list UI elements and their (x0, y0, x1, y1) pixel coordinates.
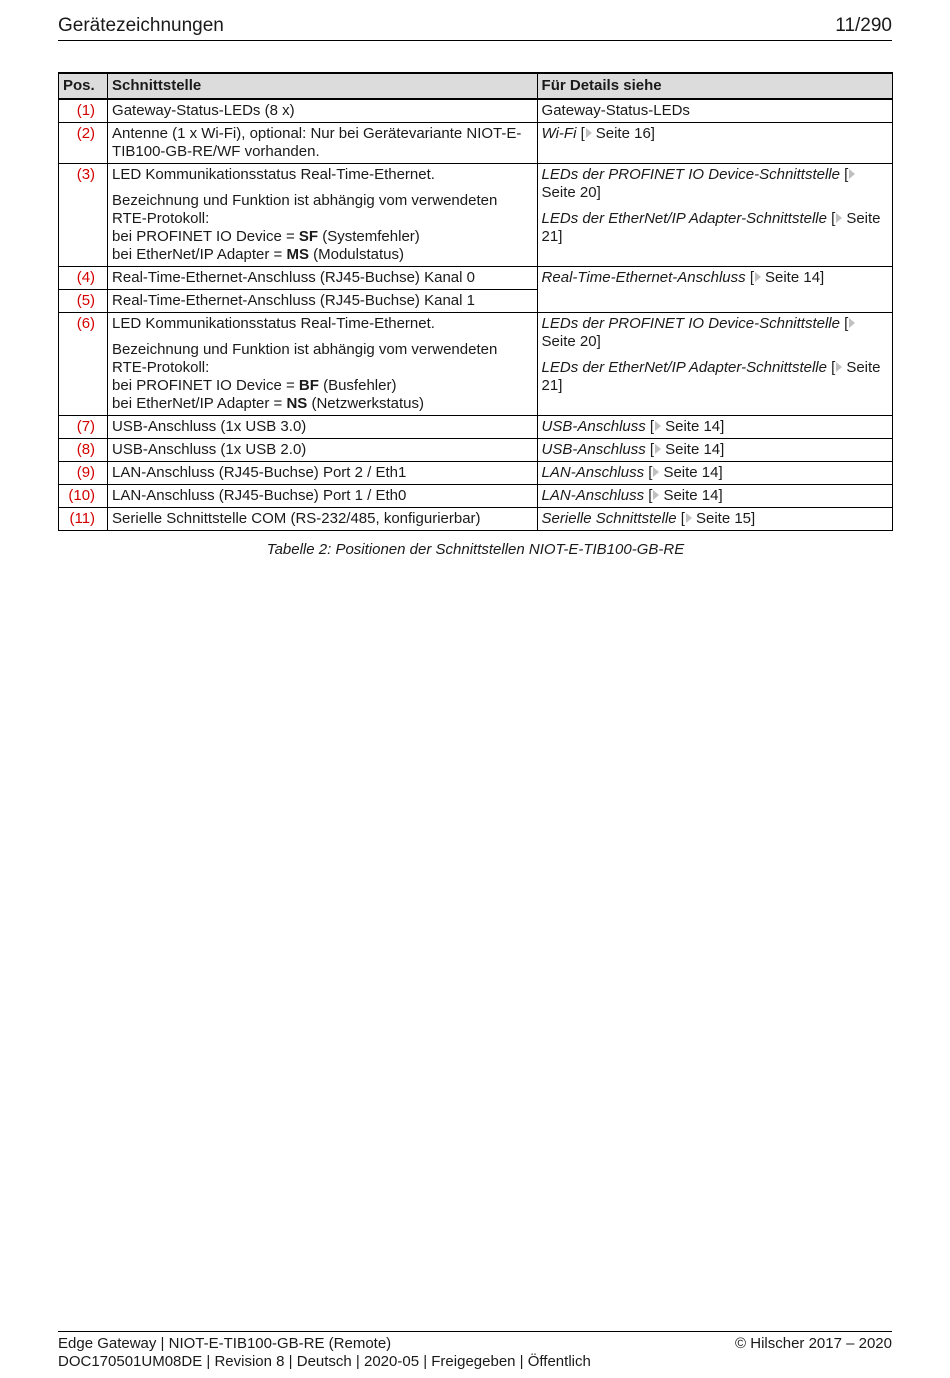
interface-intro: LED Kommunikationsstatus Real-Time-Ethernet. (112, 315, 435, 332)
table-row (59, 485, 893, 508)
led-abbreviation: SF (298, 228, 319, 245)
page-reference[interactable]: Seite 14 (665, 441, 721, 458)
footer-row (58, 1335, 892, 1353)
table-row (59, 99, 893, 123)
position-number: (7) (59, 416, 108, 439)
position-number: (11) (59, 508, 108, 531)
protocol-line-label: bei EtherNet/IP Adapter = (112, 246, 287, 263)
footer-copyright: © Hilscher 2017 – 2020 (735, 1335, 892, 1352)
details-cell: LAN-Anschluss [ Seite 14] (537, 485, 892, 508)
led-meaning: (Systemfehler) (318, 228, 420, 245)
column-header-pos: Pos. (59, 73, 108, 99)
table-row (59, 313, 893, 416)
table-row (59, 267, 893, 290)
arrow-right-icon (655, 421, 661, 431)
led-abbreviation: MS (286, 246, 309, 263)
cross-reference-link[interactable]: LEDs der PROFINET IO Device-Schnittstelle (541, 166, 840, 183)
table-row (59, 462, 893, 485)
interface-cell: Real-Time-Ethernet-Anschluss (RJ45-Buchse) Kanal 0 (108, 267, 538, 290)
page-header (58, 14, 892, 41)
cross-reference-link[interactable]: LEDs der PROFINET IO Device-Schnittstelle (541, 315, 840, 332)
details-cell (537, 164, 892, 267)
interface-cell: Gateway-Status-LEDs (8 x) (108, 99, 538, 123)
interface-cell: USB-Anschluss (1x USB 2.0) (108, 439, 538, 462)
page-reference[interactable]: Seite 16 (595, 125, 651, 142)
page-reference[interactable]: Seite 21 (541, 210, 881, 245)
reference-item: LEDs der EtherNet/IP Adapter-Schnittstelle [ Seite 21] (541, 359, 881, 394)
details-cell: Gateway-Status-LEDs (537, 99, 892, 123)
arrow-right-icon (849, 169, 855, 179)
column-header-interface: Schnittstelle (108, 73, 538, 99)
interface-cell: LAN-Anschluss (RJ45-Buchse) Port 1 / Eth0 (108, 485, 538, 508)
description-text: Bezeichnung und Funktion ist abhängig vom verwendeten RTE-Protokoll: (112, 341, 498, 376)
reference-item: LEDs der PROFINET IO Device-Schnittstelle [Seite 20] (542, 166, 888, 202)
arrow-right-icon (655, 444, 661, 454)
interface-cell (108, 313, 538, 416)
arrow-right-icon (653, 467, 659, 477)
interface-cell: USB-Anschluss (1x USB 3.0) (108, 416, 538, 439)
page-reference[interactable]: Seite 14 (663, 487, 719, 504)
arrow-right-icon (653, 490, 659, 500)
arrow-right-icon (836, 213, 842, 223)
arrow-right-icon (849, 318, 855, 328)
page-reference[interactable]: Seite 20 (541, 333, 597, 350)
led-abbreviation: NS (286, 395, 308, 412)
table-row (59, 508, 893, 531)
cross-reference-link[interactable]: USB-Anschluss (541, 441, 646, 458)
position-number: (4) (59, 267, 108, 290)
reference-item: LEDs der EtherNet/IP Adapter-Schnittstelle [ Seite 21] (541, 210, 881, 245)
interface-cell: Serielle Schnittstelle COM (RS-232/485, konfigurierbar) (108, 508, 538, 531)
table-row (59, 123, 893, 164)
footer-product: Edge Gateway | NIOT-E-TIB100-GB-RE (Remote) (58, 1335, 392, 1352)
cross-reference-link[interactable]: Wi-Fi (541, 125, 577, 142)
arrow-right-icon (586, 128, 592, 138)
table-row (59, 416, 893, 439)
cross-reference-link[interactable]: LEDs der EtherNet/IP Adapter-Schnittstelle (541, 210, 827, 227)
interface-cell: Real-Time-Ethernet-Anschluss (RJ45-Buchse) Kanal 1 (108, 290, 538, 313)
page-reference[interactable]: Seite 14 (665, 418, 721, 435)
section-title: Gerätezeichnungen (58, 15, 224, 36)
table-row (59, 439, 893, 462)
protocol-line-label: bei PROFINET IO Device = (112, 228, 299, 245)
cross-reference-link[interactable]: LAN-Anschluss (541, 464, 645, 481)
position-number: (2) (59, 123, 108, 164)
interface-cell: Antenne (1 x Wi-Fi), optional: Nur bei Gerätevariante NIOT-E-TIB100-GB-RE/WF vorhanden. (108, 123, 538, 164)
protocol-line-label: bei PROFINET IO Device = (112, 377, 299, 394)
position-number: (10) (59, 485, 108, 508)
footer-docinfo: DOC170501UM08DE | Revision 8 | Deutsch | 2020-05 | Freigegeben | Öffentlich (58, 1353, 591, 1370)
description-text: Bezeichnung und Funktion ist abhängig vom verwendeten RTE-Protokoll: (112, 192, 498, 227)
page-reference[interactable]: Seite 14 (765, 269, 821, 286)
details-cell (537, 313, 892, 416)
interface-cell: LAN-Anschluss (RJ45-Buchse) Port 2 / Eth1 (108, 462, 538, 485)
interface-cell (108, 164, 538, 267)
cross-reference-link[interactable]: LAN-Anschluss (541, 487, 645, 504)
interface-description (112, 341, 533, 413)
position-number: (6) (59, 313, 108, 416)
details-cell: LAN-Anschluss [ Seite 14] (537, 462, 892, 485)
cross-reference-link[interactable]: Real-Time-Ethernet-Anschluss (541, 269, 746, 286)
table-caption: Tabelle 2: Positionen der Schnittstellen NIOT-E-TIB100-GB-RE (266, 541, 685, 558)
details-cell: USB-Anschluss [ Seite 14] (537, 416, 892, 439)
details-cell: Real-Time-Ethernet-Anschluss [ Seite 14] (537, 267, 892, 313)
table-row (59, 164, 893, 267)
position-number: (1) (59, 99, 108, 123)
position-number: (8) (59, 439, 108, 462)
led-abbreviation: BF (298, 377, 319, 394)
interface-intro: LED Kommunikationsstatus Real-Time-Ethernet. (112, 166, 435, 183)
page-reference[interactable]: Seite 14 (663, 464, 719, 481)
arrow-right-icon (836, 362, 842, 372)
details-cell: Wi-Fi [ Seite 16] (537, 123, 892, 164)
cross-reference-link[interactable]: LEDs der EtherNet/IP Adapter-Schnittstelle (541, 359, 827, 376)
protocol-line-label: bei EtherNet/IP Adapter = (112, 395, 287, 412)
column-header-details: Für Details siehe (537, 73, 892, 99)
interface-description (112, 192, 533, 264)
led-meaning: (Netzwerkstatus) (307, 395, 425, 412)
position-number: (3) (59, 164, 108, 267)
page-reference[interactable]: Seite 15 (695, 510, 752, 527)
position-number: (5) (59, 290, 108, 313)
arrow-right-icon (686, 513, 692, 523)
table-header-row (59, 73, 893, 99)
cross-reference-link[interactable]: USB-Anschluss (541, 418, 646, 435)
page-reference[interactable]: Seite 20 (541, 184, 597, 201)
details-cell: Serielle Schnittstelle [ Seite 15] (537, 508, 892, 531)
page-reference[interactable]: Seite 21 (541, 359, 881, 394)
led-meaning: (Modulstatus) (308, 246, 405, 263)
interface-table (58, 72, 893, 531)
led-meaning: (Busfehler) (318, 377, 397, 394)
cross-reference-link[interactable]: Serielle Schnittstelle (541, 510, 677, 527)
details-cell: USB-Anschluss [ Seite 14] (537, 439, 892, 462)
reference-item: LEDs der PROFINET IO Device-Schnittstelle [Seite 20] (542, 315, 888, 351)
page-number: 11/290 (835, 15, 892, 36)
arrow-right-icon (755, 272, 761, 282)
position-number: (9) (59, 462, 108, 485)
page-footer (58, 1331, 892, 1371)
